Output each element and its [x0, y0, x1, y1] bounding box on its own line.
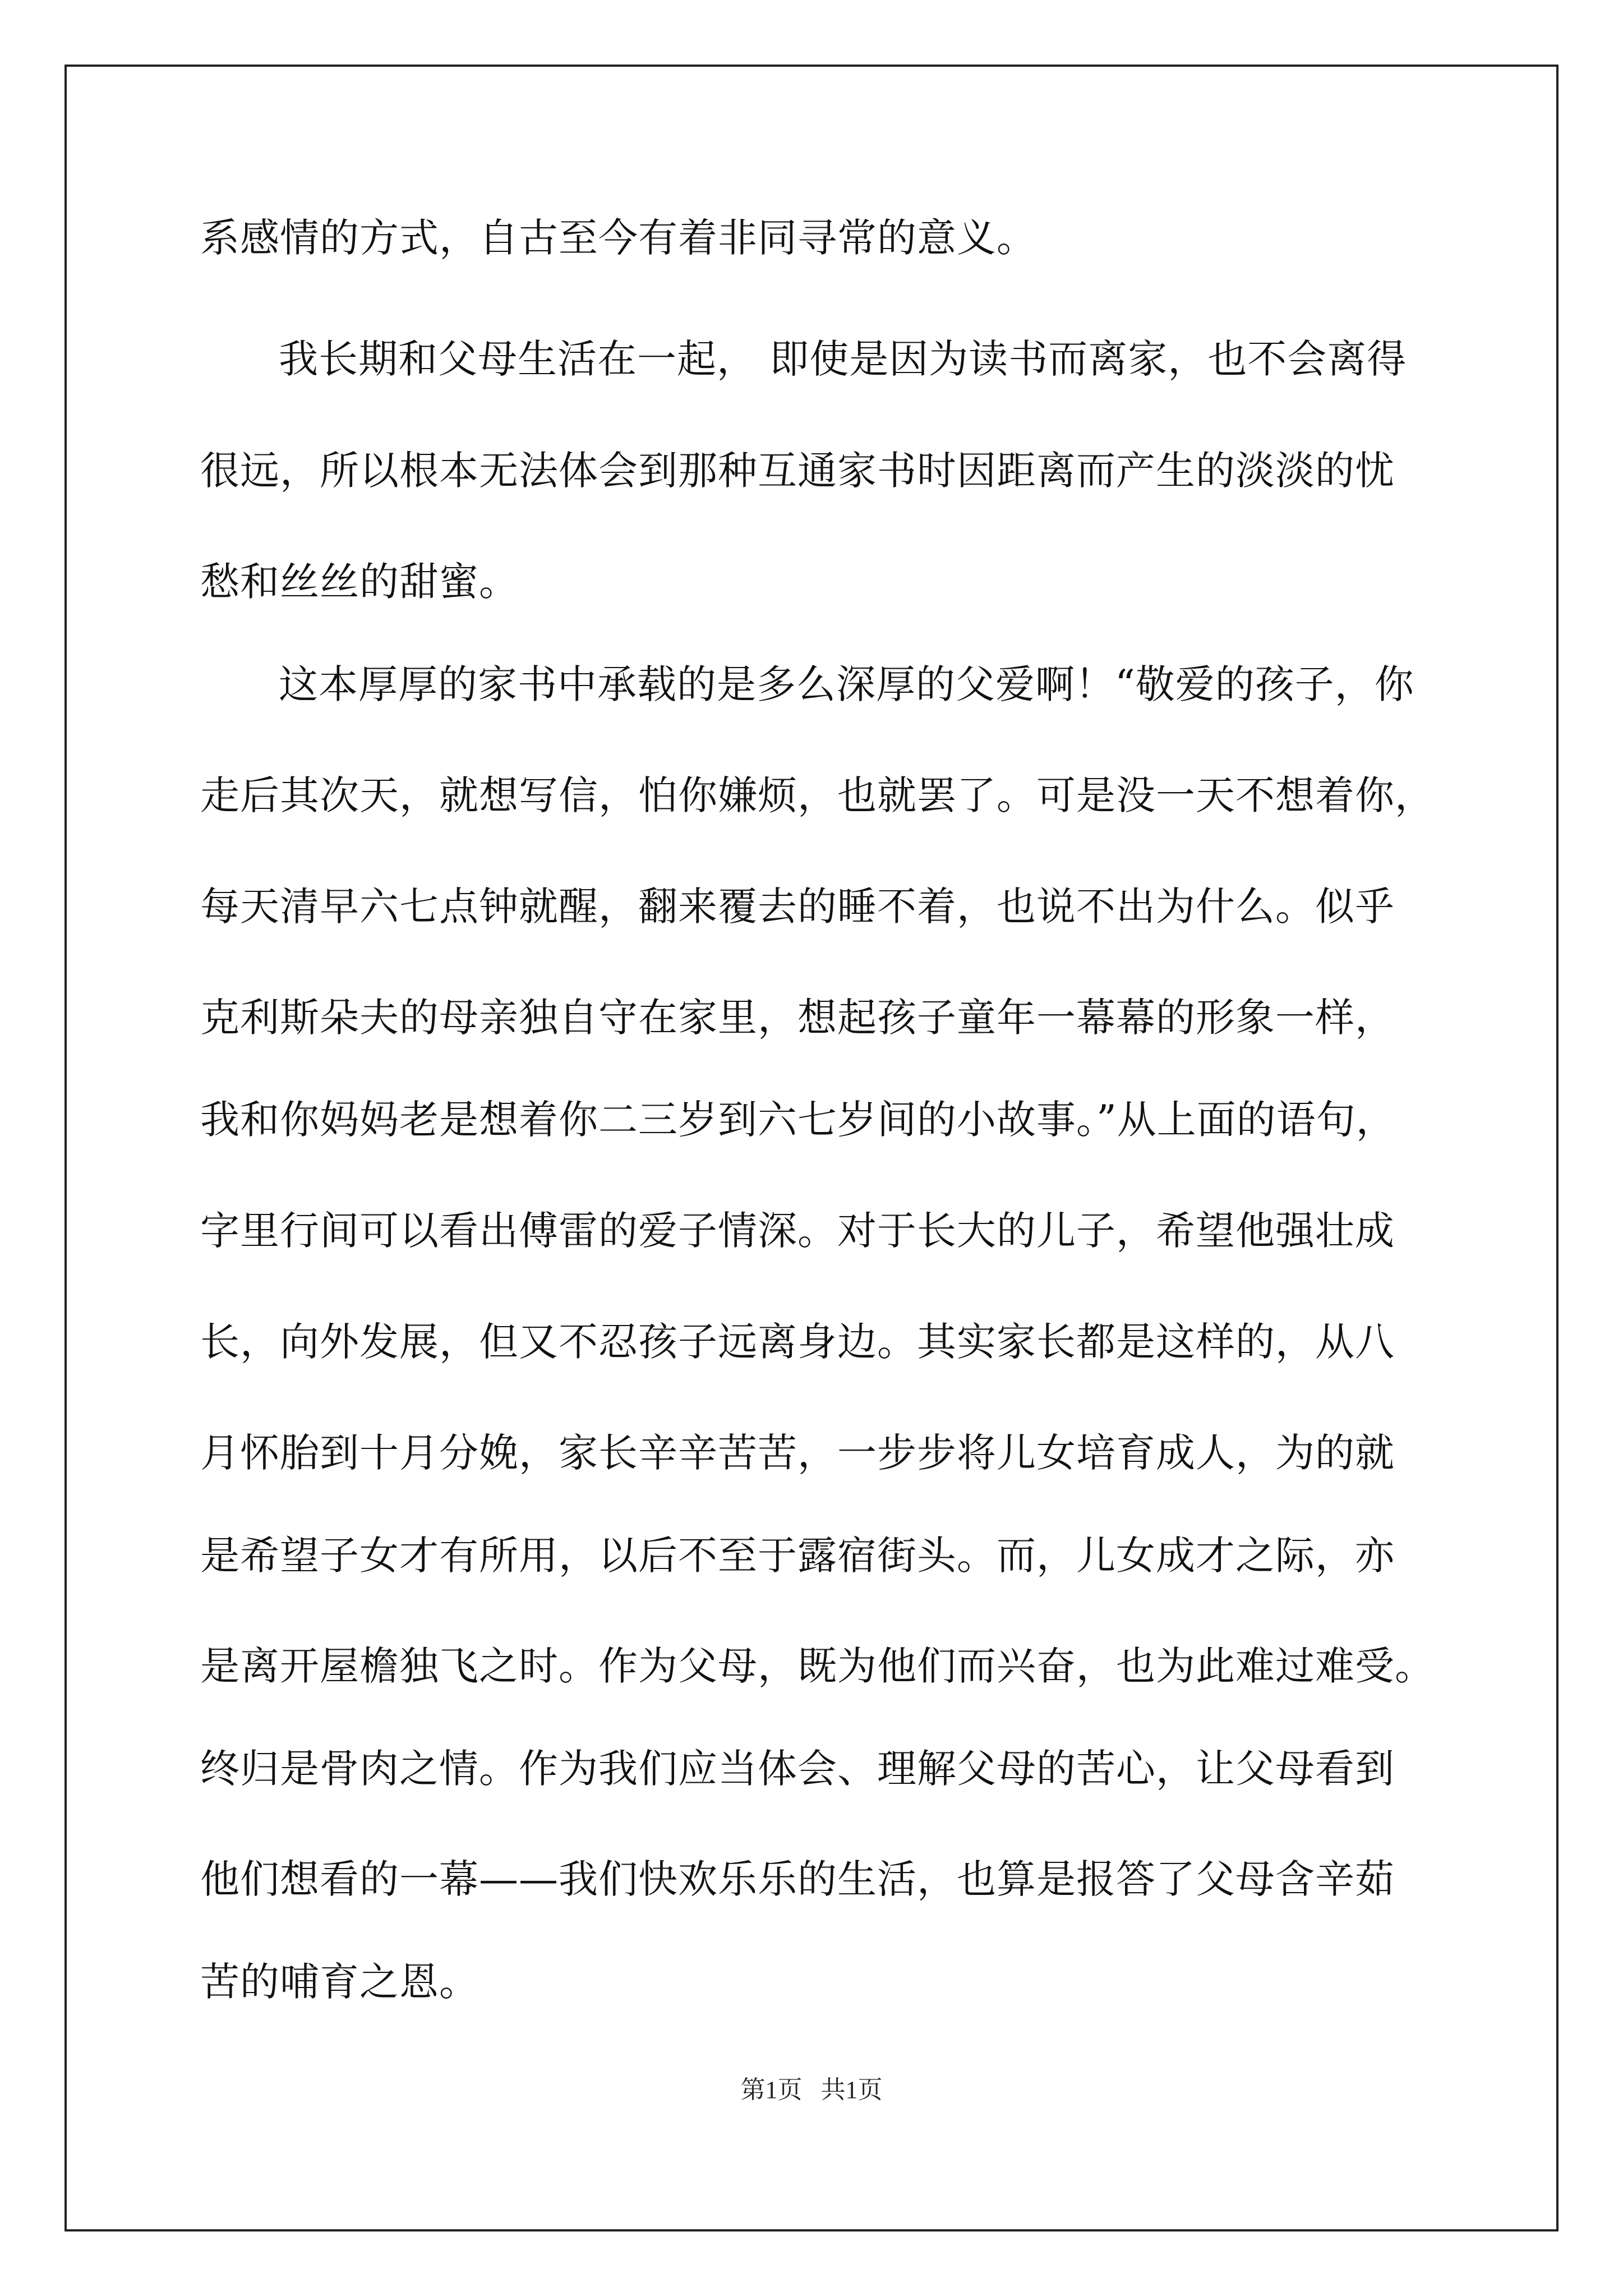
text-line: 是希望子女才有所用，以后不至于露宿街头。而，儿女成才之际，亦 [200, 1533, 1395, 1579]
paragraph-first-line: 这本厚厚的家书中承载的是多么深厚的父爱啊！“敬爱的孩子，你 [279, 661, 1414, 707]
page-total: 共1页 [820, 2076, 883, 2104]
text-line: 是离开屋檐独飞之时。作为父母，既为他们而兴奋，也为此难过难受。 [200, 1643, 1435, 1689]
text-line: 系感情的方式，自古至今有着非同寻常的意义。 [200, 215, 1036, 261]
text-line: 苦的哺育之恩。 [200, 1959, 479, 2005]
page-number: 第1页 [740, 2076, 803, 2104]
text-line: 终归是骨肉之情。作为我们应当体会、理解父母的苦心，让父母看到 [200, 1746, 1395, 1792]
text-line: 愁和丝丝的甜蜜。 [200, 559, 519, 605]
text-line: 字里行间可以看出傅雷的爱子情深。对于长大的儿子，希望他强壮成 [200, 1208, 1395, 1254]
paragraph-first-line: 我长期和父母生活在一起， 即使是因为读书而离家，也不会离得 [279, 336, 1407, 382]
text-line: 克利斯朵夫的母亲独自守在家里，想起孩子童年一幕幕的形象一样， [200, 995, 1395, 1041]
text-line: 走后其次天，就想写信，怕你嫌烦，也就罢了。可是没一天不想着你， [200, 772, 1435, 818]
page-footer [0, 2073, 1623, 2107]
text-line: 每天清早六七点钟就醒，翻来覆去的睡不着，也说不出为什么。似乎 [200, 884, 1395, 930]
text-line: 他们想看的一幕——我们快欢乐乐的生活，也算是报答了父母含辛茹 [200, 1856, 1395, 1902]
page-border [64, 65, 1559, 2231]
text-line: 我和你妈妈老是想着你二三岁到六七岁间的小故事。”从上面的语句， [200, 1097, 1396, 1143]
text-line: 月怀胎到十月分娩，家长辛辛苦苦，一步步将儿女培育成人，为的就 [200, 1430, 1395, 1476]
text-line: 很远，所以根本无法体会到那种互通家书时因距离而产生的淡淡的忧 [200, 448, 1395, 494]
text-line: 长，向外发展，但又不忍孩子远离身边。其实家长都是这样的，从八 [200, 1319, 1395, 1365]
